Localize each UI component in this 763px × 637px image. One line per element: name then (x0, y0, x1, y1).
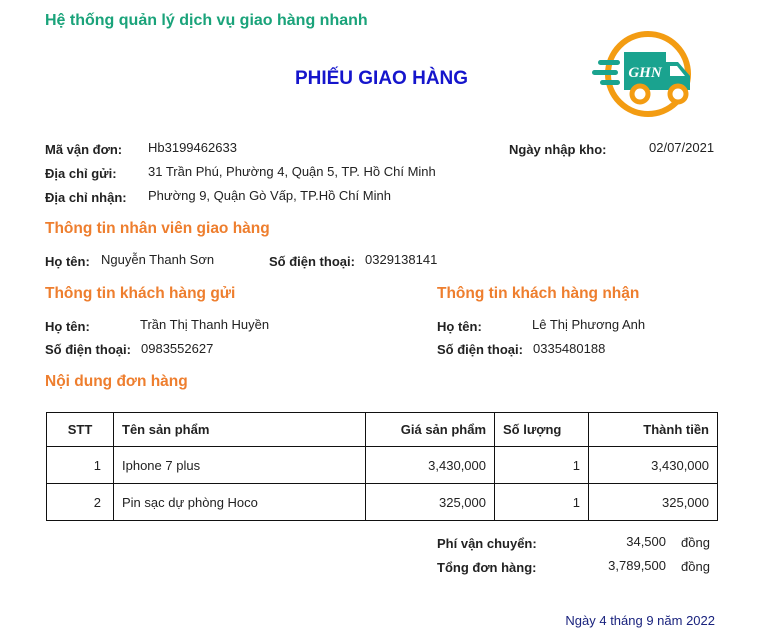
column-header: STT (47, 413, 114, 447)
column-header: Tên sản phẩm (114, 413, 366, 447)
table-row (47, 484, 718, 521)
warehouse-date: 02/07/2021 (649, 140, 715, 155)
footer-date: Ngày 4 tháng 9 năm 2022 (565, 613, 715, 628)
receiver-address: Phường 9, Quận Gò Vấp, TP.Hồ Chí Minh (148, 188, 391, 203)
sender-phone-label: Số điện thoại: (45, 342, 131, 357)
shipping-fee: 34,500 (626, 534, 666, 549)
company-name: Hệ thống quản lý dịch vụ giao hàng nhanh (45, 12, 368, 29)
sender-phone: 0983552627 (141, 341, 214, 356)
order-total: 3,789,500 (608, 558, 666, 573)
product-quantity: 1 (495, 447, 589, 484)
sender-name-label: Họ tên: (45, 319, 90, 334)
receiver-phone: 0335480188 (533, 341, 606, 356)
column-header: Thành tiền (589, 413, 718, 447)
product-name: Pin sạc dự phòng Hoco (114, 484, 366, 521)
sender-name: Trần Thị Thanh Huyền (140, 317, 270, 332)
product-name: Iphone 7 plus (114, 447, 366, 484)
sender-address-label: Địa chỉ gửi: (45, 166, 117, 181)
courier-phone-label: Số điện thoại: (269, 254, 355, 269)
table-header-row (47, 413, 718, 447)
line-total: 325,000 (589, 484, 718, 521)
logo-text: GHN (628, 65, 662, 81)
row-index: 1 (47, 447, 114, 484)
shipment-code: Hb3199462633 (148, 140, 237, 155)
product-price: 325,000 (366, 484, 495, 521)
receiver-heading: Thông tin khách hàng nhận (437, 285, 640, 302)
document-title: PHIẾU GIAO HÀNG (294, 68, 469, 89)
receiver-address-label: Địa chỉ nhận: (45, 190, 127, 205)
order-total-label: Tổng đơn hàng: (437, 560, 537, 575)
line-total: 3,430,000 (589, 447, 718, 484)
order-total-unit: đồng (681, 559, 710, 574)
courier-heading: Thông tin nhân viên giao hàng (45, 220, 270, 237)
column-header: Số lượng (495, 413, 589, 447)
shipping-fee-label: Phí vận chuyển: (437, 536, 537, 551)
product-quantity: 1 (495, 484, 589, 521)
product-price: 3,430,000 (366, 447, 495, 484)
sender-address: 31 Trần Phú, Phường 4, Quận 5, TP. Hồ Chí Minh (148, 164, 436, 179)
shipment-code-label: Mã vận đơn: (45, 142, 123, 157)
courier-name: Nguyễn Thanh Sơn (101, 252, 215, 267)
receiver-name: Lê Thị Phương Anh (532, 317, 646, 332)
table-row (47, 447, 718, 484)
shipping-fee-unit: đồng (681, 535, 710, 550)
receiver-name-label: Họ tên: (437, 319, 482, 334)
row-index: 2 (47, 484, 114, 521)
warehouse-date-label: Ngày nhập kho: (509, 142, 607, 157)
courier-phone: 0329138141 (365, 252, 438, 267)
order-table (46, 412, 718, 521)
receiver-phone-label: Số điện thoại: (437, 342, 523, 357)
sender-heading: Thông tin khách hàng gửi (45, 285, 236, 302)
column-header: Giá sản phẩm (366, 413, 495, 447)
order-heading: Nội dung đơn hàng (45, 373, 188, 390)
courier-name-label: Họ tên: (45, 254, 90, 269)
